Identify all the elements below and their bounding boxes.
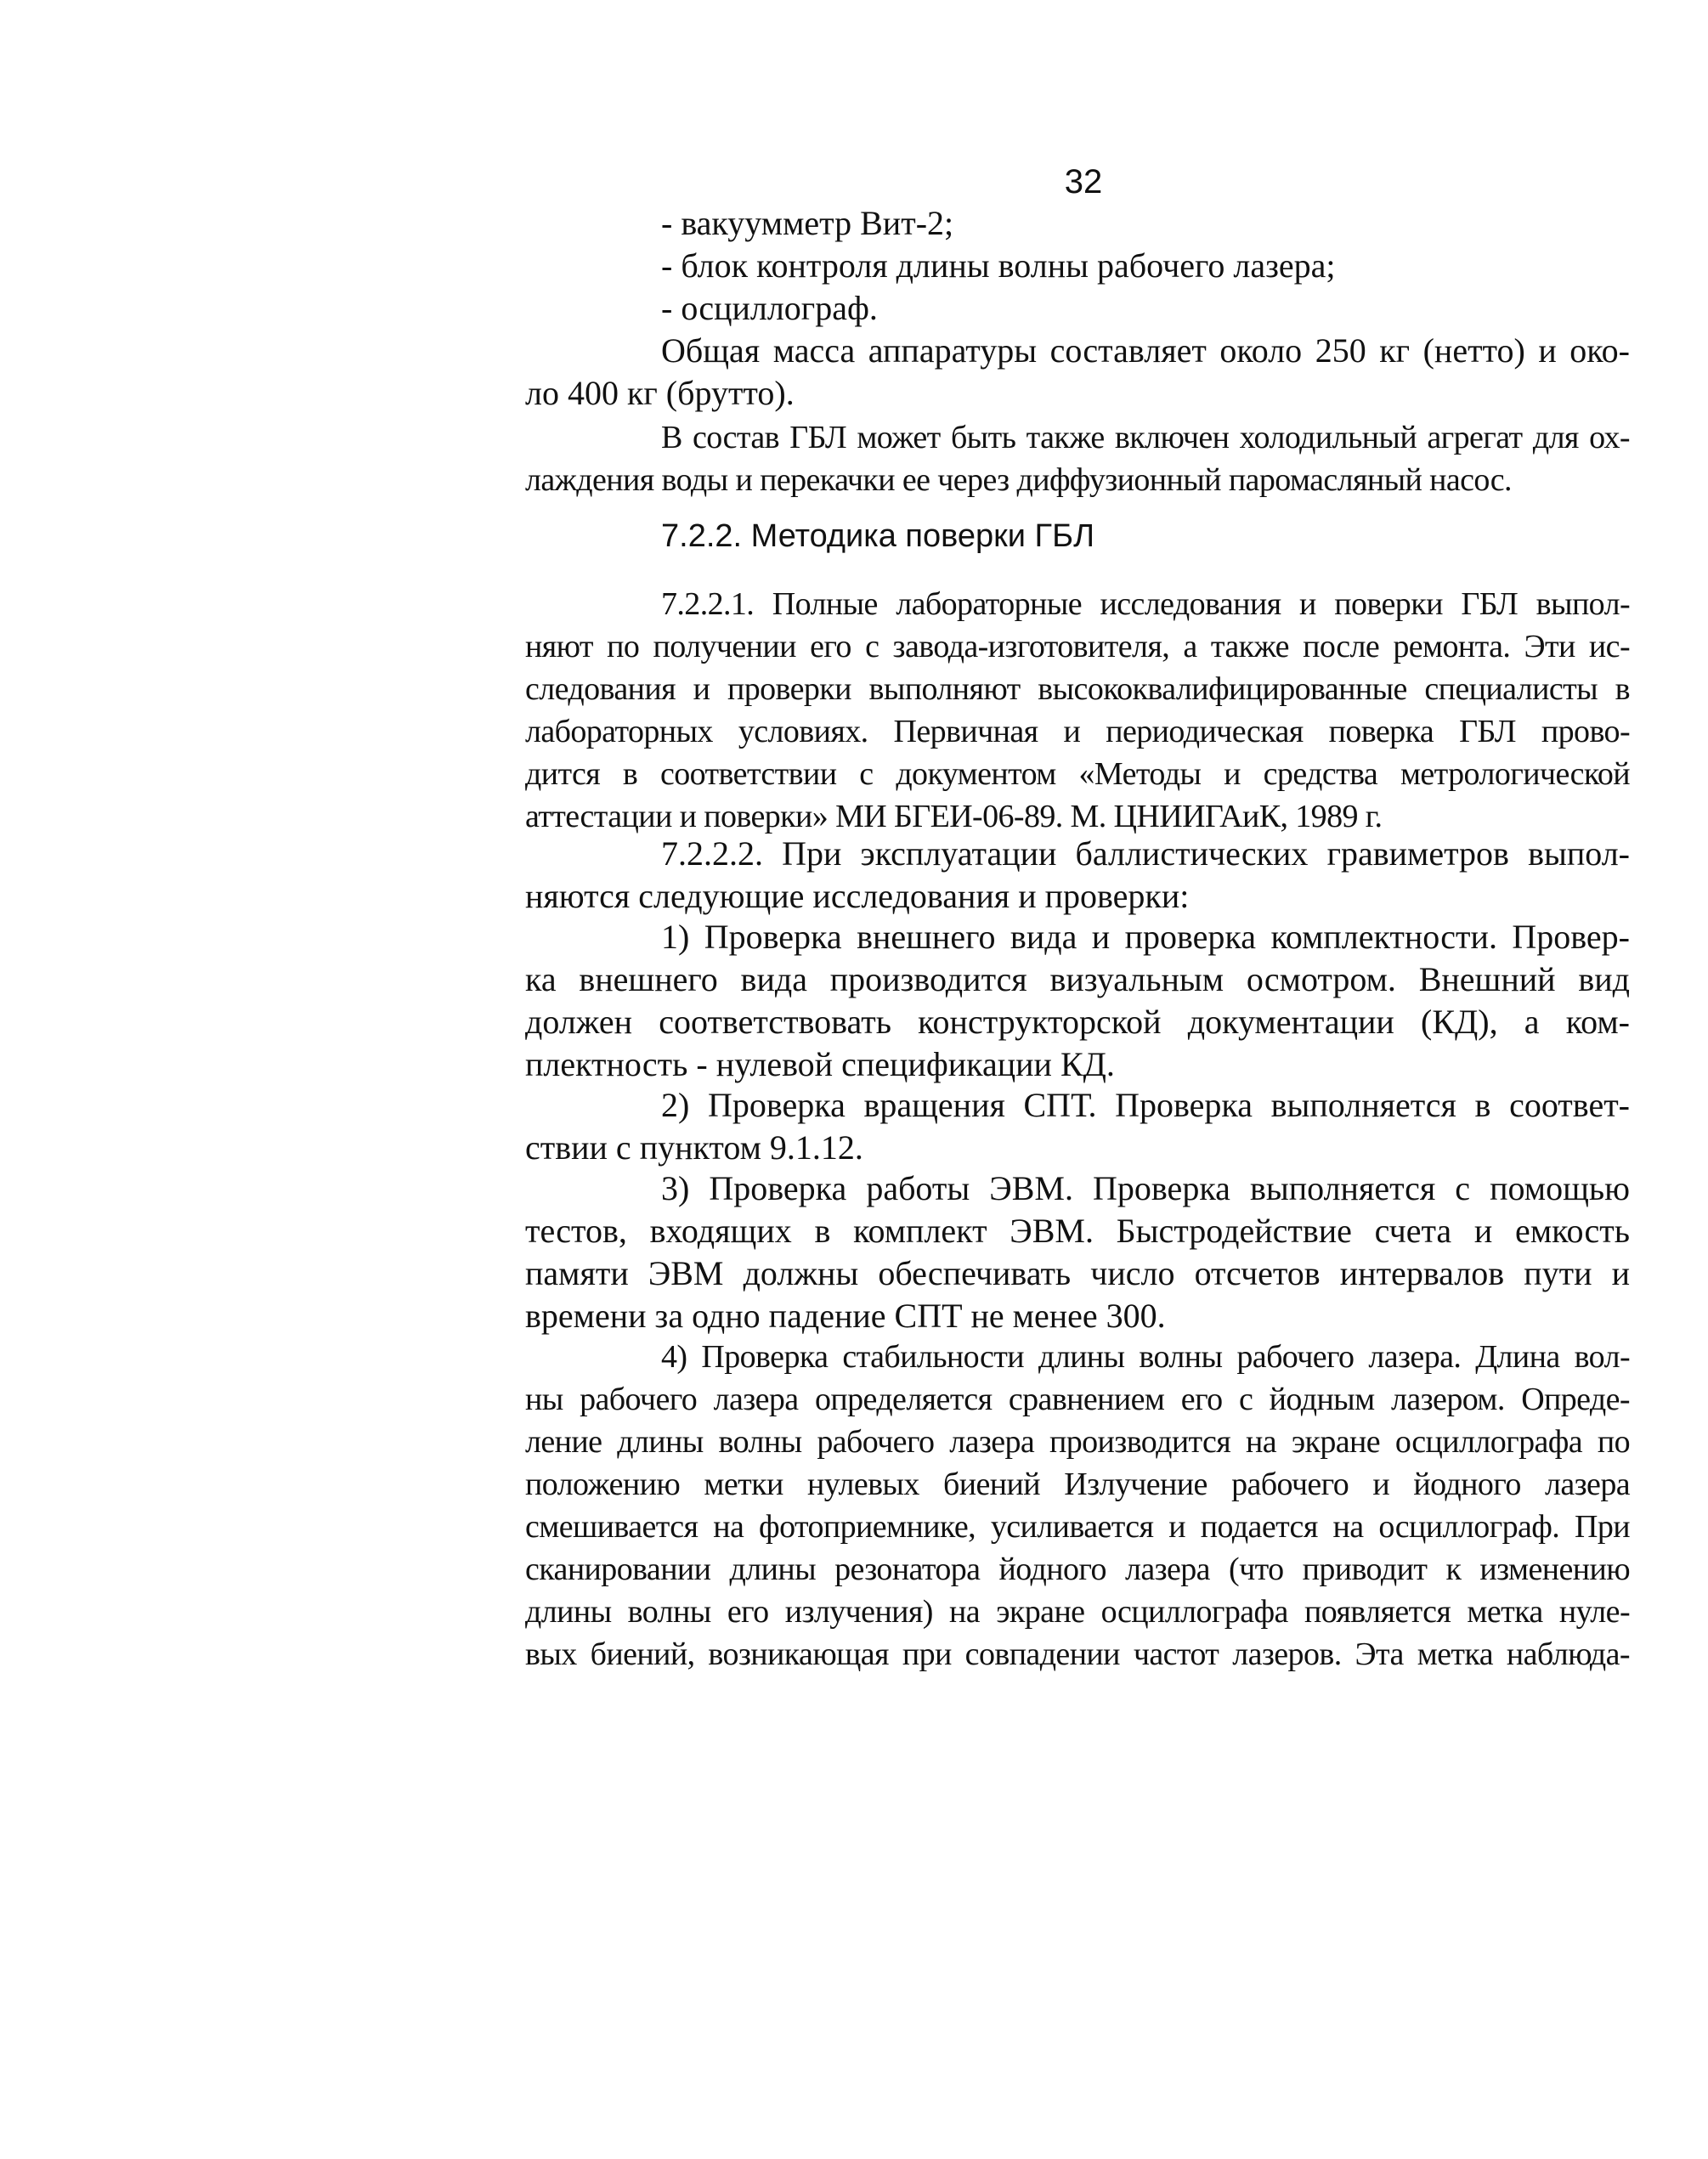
check-item-2 <box>525 1084 1630 1169</box>
paragraph-line: лаждения воды и перекачки ее через диффузионный паромасляный насос. <box>525 462 1512 498</box>
paragraph-7222 <box>525 833 1630 918</box>
equipment-list <box>525 202 1630 330</box>
paragraph-line: дится в соответствии с документом «Методы и средства метрологической <box>525 756 1630 792</box>
paragraph-line: ны рабочего лазера определяется сравнением его с йодным лазером. Опреде- <box>525 1382 1630 1417</box>
paragraph-line: ка внешнего вида производится визуальным осмотром. Внешний вид <box>525 960 1630 998</box>
paragraph-line: вых биений, возникающая при совпадении частот лазеров. Эта метка наблюда- <box>525 1636 1630 1672</box>
list-item: - осциллограф. <box>661 289 878 327</box>
list-item: - вакуумметр Вит-2; <box>661 204 954 242</box>
paragraph-line: ствии с пунктом 9.1.12. <box>525 1128 863 1167</box>
paragraph-line: длины волны его излучения) на экране осциллографа появляется метка нуле- <box>525 1594 1630 1630</box>
check-item-1 <box>525 916 1630 1086</box>
paragraph-line: 7.2.2.1. Полные лабораторные исследования и поверки ГБЛ выпол- <box>661 586 1630 622</box>
section-heading <box>525 515 1630 557</box>
list-item: - блок контроля длины волны рабочего лазера; <box>661 246 1336 285</box>
paragraph-line: 7.2.2.2. При эксплуатации баллистических гравиметров выпол- <box>661 834 1630 873</box>
paragraph-line: смешивается на фотоприемнике, усиливается и подается на осциллограф. При <box>525 1509 1630 1545</box>
paragraph-line: лабораторных условиях. Первичная и периодическая поверка ГБЛ прово- <box>525 714 1630 749</box>
paragraph-line: 2) Проверка вращения СПТ. Проверка выполняется в соответ- <box>661 1086 1630 1124</box>
section-title: 7.2.2. Методика поверки ГБЛ <box>661 518 1095 554</box>
paragraph-line: В состав ГБЛ может быть также включен холодильный агрегат для ох- <box>661 420 1630 455</box>
paragraph-line: памяти ЭВМ должны обеспечивать число отсчетов интервалов пути и <box>525 1254 1630 1292</box>
paragraph-line: должен соответствовать конструкторской документации (КД), а ком- <box>525 1003 1630 1041</box>
paragraph-line: няются следующие исследования и проверки: <box>525 877 1190 915</box>
paragraph-line: 4) Проверка стабильности длины волны рабочего лазера. Длина вол- <box>661 1339 1630 1375</box>
paragraph-line: сканировании длины резонатора йодного лазера (что приводит к изменению <box>525 1551 1630 1587</box>
check-item-4 <box>525 1336 1630 1676</box>
cooling-paragraph <box>525 416 1630 501</box>
page-number: 32 <box>1064 163 1103 201</box>
paragraph-7221 <box>525 583 1630 838</box>
paragraph-line: няют по получении его с завода-изготовителя, а также после ремонта. Эти ис- <box>525 629 1630 664</box>
paragraph-line: ло 400 кг (брутто). <box>525 374 795 412</box>
paragraph-line: плектность - нулевой спецификации КД. <box>525 1045 1115 1083</box>
check-item-3 <box>525 1167 1630 1337</box>
paragraph-line: 1) Проверка внешнего вида и проверка комплектности. Провер- <box>661 918 1630 956</box>
paragraph-line: тестов, входящих в комплект ЭВМ. Быстродействие счета и емкость <box>525 1212 1630 1250</box>
paragraph-line: аттестации и поверки» МИ БГЕИ-06-89. М. ЦНИИГАиК, 1989 г. <box>525 799 1383 834</box>
paragraph-line: положению метки нулевых биений Излучение рабочего и йодного лазера <box>525 1467 1630 1502</box>
mass-paragraph <box>525 330 1630 415</box>
paragraph-line: ление длины волны рабочего лазера производится на экране осциллографа по <box>525 1424 1630 1460</box>
paragraph-line: 3) Проверка работы ЭВМ. Проверка выполняется с помощью <box>661 1169 1630 1207</box>
paragraph-line: следования и проверки выполняют высококвалифицированные специалисты в <box>525 671 1630 707</box>
paragraph-line: Общая масса аппаратуры составляет около 250 кг (нетто) и око- <box>661 331 1630 370</box>
paragraph-line: времени за одно падение СПТ не менее 300. <box>525 1297 1166 1335</box>
